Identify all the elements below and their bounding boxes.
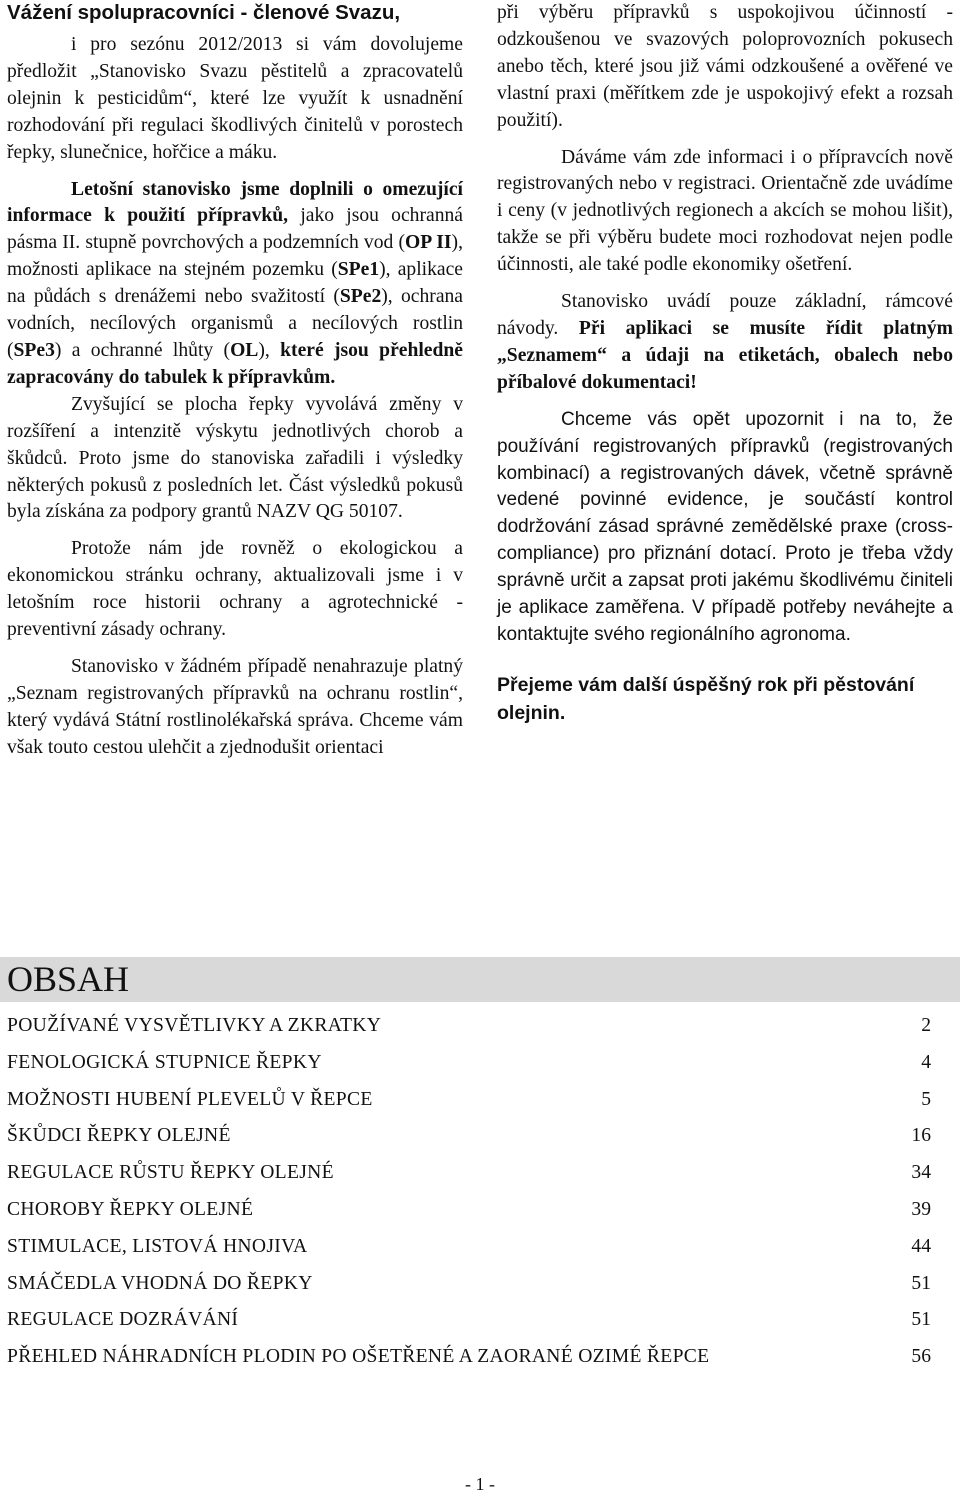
additions-text-a: jako jsou ochranná pásma II. stupně povrchových a podzemních vod ( — [7, 205, 463, 254]
intro-paragraph: i pro sezónu 2012/2013 si vám dovolujeme předložit „Stanovisko Svazu pěstitelů a zpracovatelů olejnin k pesticidům“, které lze využít k usnadnění rozhodování při regulaci škodlivých činitelů v porostech řepky, slunečnice, hořčice a máku. — [7, 34, 463, 163]
closing-wish: Přejeme vám další úspěšný rok při pěstování olejnin. — [497, 673, 915, 724]
toc-entry-title: FENOLOGICKÁ STUPNICE ŘEPKY — [7, 1051, 322, 1073]
toc-entry[interactable] — [7, 1008, 931, 1045]
toc-entry-page: 16 — [911, 1125, 931, 1147]
guidelines-text: Stanovisko uvádí pouze základní, rámcové návody. — [497, 291, 953, 339]
guidelines-bold: Při aplikaci se musíte řídit platným „Seznamem“ a údaji na etiketách, obalech nebo příbalové dokumentaci! — [497, 317, 953, 393]
additions-bold-lead: Letošní stanovisko jsme doplnili o omezující informace k použití přípravků, — [7, 178, 463, 227]
additions-text-f: ), — [258, 339, 281, 361]
toc-entry-page: 4 — [921, 1051, 931, 1073]
additions-text-c: ), aplikace na půdách s drenážemi nebo svažitostí ( — [7, 259, 463, 308]
experiments-paragraph: Zvyšující se plocha řepky vyvolává změny v rozšíření a intenzitě výskytu jednotlivých chorob a škůdců. Proto jsme do stanoviska zařadili i výsledky některých pokusů z posledních let. Část výsledků pokusů byla získána za podpory grantů NAZV QG 50107. — [7, 393, 463, 523]
toc-entry[interactable] — [7, 1155, 931, 1192]
disclaimer-paragraph: Stanovisko v žádném případě nenahrazuje platný „Seznam registrovaných přípravků na ochranu rostlin“, který vydává Státní rostlinolékařská správa. Chceme vám však touto cestou ulehčit a zjednodušit orientaci — [7, 655, 463, 758]
toc-title: OBSAH — [7, 959, 130, 999]
toc-entry-page: 34 — [911, 1162, 931, 1184]
toc-entry[interactable] — [7, 1266, 931, 1303]
compliance-paragraph: Chceme vás opět upozornit i na to, že používání registrovaných přípravků (registrovaných kombinací) a registrovaných dávek, včetně správně vedené povinné evidence, je součástí kontrol dodržování zásad správné zemědělské praxe (cross-compliance) pro přiznání dotací. Proto je třeba vždy správně určit a zapsat proti jakému škodlivému činiteli je aplikace zaměřena. V případě potřeby neváhejte a kontaktujte svého regionálního agronoma. — [497, 408, 953, 645]
toc-entry-page: 5 — [921, 1088, 931, 1110]
page-number: - 1 - — [465, 1474, 495, 1494]
toc-entry-page: 39 — [911, 1198, 931, 1220]
toc-entry-title: STIMULACE, LISTOVÁ HNOJIVA — [7, 1235, 308, 1257]
additions-text-d: ), ochrana vodních, necílových organismů a necílových rostlin ( — [7, 286, 464, 361]
abbr-op: OP II — [405, 232, 452, 254]
abbr-spe3: SPe3 — [13, 339, 55, 361]
right-column — [497, 0, 953, 727]
toc-entry[interactable] — [7, 1082, 931, 1119]
guidelines-paragraph — [497, 289, 953, 397]
toc-entry-title: MOŽNOSTI HUBENÍ PLEVELŮ V ŘEPCE — [7, 1088, 373, 1110]
toc-entry-title: CHOROBY ŘEPKY OLEJNÉ — [7, 1198, 254, 1220]
toc-heading-band — [0, 957, 960, 1002]
additions-text-b: ), možnosti aplikace na stejném pozemku ( — [7, 232, 463, 281]
toc-entry[interactable] — [7, 1192, 931, 1229]
toc-entry-title: REGULACE RŮSTU ŘEPKY OLEJNÉ — [7, 1162, 334, 1184]
toc-entry-title: ŠKŮDCI ŘEPKY OLEJNÉ — [7, 1125, 231, 1147]
table-of-contents — [7, 1008, 931, 1376]
abbr-spe1: SPe1 — [337, 259, 380, 281]
toc-entry-page: 51 — [911, 1272, 931, 1294]
toc-entry[interactable] — [7, 1045, 931, 1082]
left-column — [7, 0, 463, 762]
toc-entry-title: REGULACE DOZRÁVÁNÍ — [7, 1309, 239, 1331]
additions-paragraph — [7, 177, 463, 392]
toc-entry[interactable] — [7, 1229, 931, 1266]
toc-entry-title: PŘEHLED NÁHRADNÍCH PLODIN PO OŠETŘENÉ A ZAORANÉ OZIMÉ ŘEPCE — [7, 1346, 710, 1368]
toc-entry[interactable] — [7, 1339, 931, 1376]
selection-paragraph: při výběru přípravků s uspokojivou účinností - odzkoušenou ve svazových poloprovozních pokusech anebo těch, které jsou již vámi odzkoušené a ověřené ve vlastní praxi (měřítkem zde je uspokojivý efekt a rozsah použití). — [497, 2, 953, 131]
abbr-spe2: SPe2 — [339, 286, 382, 308]
additions-text-e: ) a ochranné lhůty ( — [54, 339, 231, 361]
toc-entry-page: 2 — [921, 1015, 931, 1036]
abbr-ol: OL — [230, 339, 259, 361]
toc-entry-page: 44 — [911, 1235, 931, 1257]
greeting-heading: Vážení spolupracovníci - členové Svazu, — [7, 1, 401, 24]
new-products-paragraph: Dáváme vám zde informaci i o přípravcích nově registrovaných nebo v registraci. Orientačně zde uvádíme i ceny (v jednotlivých regionech a akcích se mohou lišit), takže se při výběru budete moci rozhodovat nejen podle účinnosti, ale také podle ekonomiky ošetření. — [497, 146, 953, 276]
toc-entry-title: POUŽÍVANÉ VYSVĚTLIVKY A ZKRATKY — [7, 1015, 382, 1036]
toc-entry-title: SMÁČEDLA VHODNÁ DO ŘEPKY — [7, 1272, 313, 1294]
additions-bold-tail: které jsou přehledně zapracovány do tabulek k přípravkům. — [7, 339, 463, 388]
toc-entry[interactable] — [7, 1302, 931, 1339]
toc-entry[interactable] — [7, 1118, 931, 1155]
toc-entry-page: 51 — [911, 1309, 931, 1331]
toc-entry-page: 56 — [911, 1346, 931, 1368]
ecology-paragraph: Protože nám jde rovněž o ekologickou a ekonomickou stránku ochrany, aktualizovali jsme i v letošním roce historii ochrany a agrotechnické - preventivní zásady ochrany. — [7, 538, 463, 641]
